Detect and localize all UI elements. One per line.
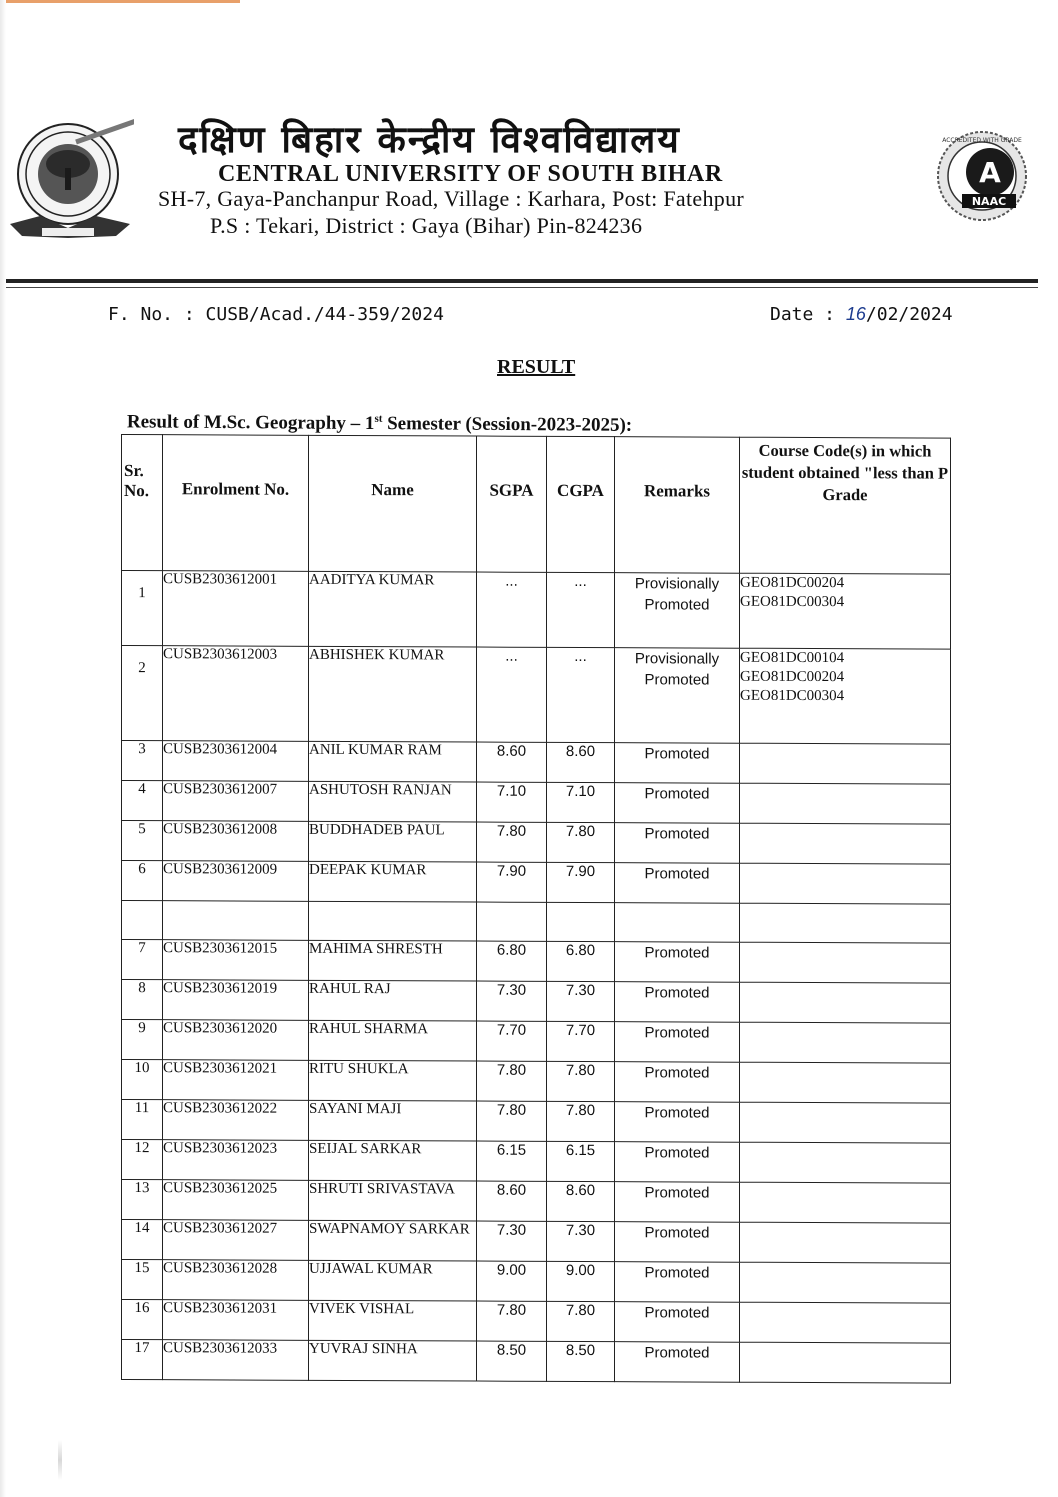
cell-cgpa: 9.00	[547, 1261, 615, 1301]
table-header-row	[122, 435, 951, 575]
header-rule-thick	[6, 279, 1038, 283]
cell-remarks: Provisionally Promoted	[615, 573, 740, 649]
cell-name: AADITYA KUMAR	[309, 571, 477, 647]
cell-cgpa: 7.80	[547, 822, 615, 862]
cell-remarks	[615, 903, 740, 943]
cell-enrolment	[163, 901, 309, 941]
cell-course-codes	[740, 1182, 951, 1223]
document-date	[770, 304, 953, 325]
result-caption	[127, 411, 632, 437]
cell-name: YUVRAJ SINHA	[309, 1340, 477, 1381]
cell-remarks: Promoted	[615, 1342, 740, 1383]
cell-enrolment: CUSB2303612028	[163, 1260, 309, 1301]
cell-course-codes	[740, 783, 951, 824]
col-header-sgpa: SGPA	[477, 436, 547, 572]
cell-enrolment: CUSB2303612003	[163, 646, 309, 742]
cell-cgpa: 7.30	[547, 981, 615, 1021]
cell-remarks: Promoted	[615, 783, 740, 824]
cell-course-codes	[740, 823, 951, 864]
cell-sr-no: 17	[122, 1340, 163, 1380]
cell-course-codes	[740, 1142, 951, 1183]
file-number: F. No. : CUSB/Acad./44-359/2024	[108, 304, 444, 325]
cell-sr-no: 1	[122, 571, 163, 646]
cell-course-codes: GEO81DC00204 GEO81DC00304	[740, 573, 951, 649]
cell-sr-no: 16	[122, 1300, 163, 1340]
result-heading: RESULT	[497, 356, 576, 378]
cell-sr-no: 12	[122, 1140, 163, 1180]
table-body	[122, 571, 951, 1384]
cell-sgpa: 8.60	[477, 1181, 547, 1221]
cell-cgpa: 8.50	[547, 1341, 615, 1381]
cell-remarks: Promoted	[615, 1262, 740, 1303]
cell-sgpa: 6.80	[477, 941, 547, 981]
cell-enrolment: CUSB2303612027	[163, 1220, 309, 1261]
table-row	[122, 646, 951, 745]
date-day-handwritten: 16	[845, 304, 866, 324]
cell-course-codes	[740, 942, 951, 983]
table-row	[122, 1220, 951, 1264]
naac-label: NAAC	[971, 195, 1007, 208]
caption-text: Result of M.Sc. Geography – 1	[126, 411, 375, 435]
scan-artifact	[58, 1440, 62, 1480]
naac-ring-text: ACCREDITED WITH GRADE	[942, 137, 1022, 144]
cell-sgpa: 7.80	[477, 1061, 547, 1101]
cell-remarks: Promoted	[615, 1222, 740, 1263]
cell-enrolment: CUSB2303612009	[163, 861, 309, 902]
cell-enrolment: CUSB2303612007	[163, 781, 309, 822]
col-header-sr-no: Sr. No.	[122, 435, 163, 571]
cell-cgpa: 7.90	[547, 862, 615, 902]
cell-name: SEIJAL SARKAR	[309, 1140, 477, 1181]
cell-course-codes	[740, 1022, 951, 1063]
cell-course-codes	[740, 1302, 951, 1343]
table-row	[122, 1180, 951, 1224]
cell-course-codes	[740, 903, 951, 943]
cell-remarks: Promoted	[615, 1142, 740, 1183]
header-rule-thin	[6, 287, 1038, 288]
col-header-cgpa: CGPA	[547, 436, 615, 572]
cell-cgpa	[547, 902, 615, 941]
naac-grade-badge	[934, 128, 1030, 228]
cell-course-codes	[740, 1342, 951, 1383]
table-row	[122, 571, 951, 650]
cell-sgpa: 7.80	[477, 1301, 547, 1341]
cell-sgpa: 7.30	[477, 981, 547, 1021]
cell-cgpa: ...	[547, 572, 615, 647]
university-name-hindi: दक्षिण बिहार केन्द्रीय विश्वविद्यालय	[178, 118, 681, 161]
cell-cgpa: 8.60	[547, 742, 615, 782]
col-header-remarks: Remarks	[615, 437, 740, 574]
cell-enrolment: CUSB2303612025	[163, 1180, 309, 1221]
cell-remarks: Promoted	[615, 863, 740, 904]
university-seal-logo	[6, 112, 134, 244]
cell-sr-no: 11	[122, 1100, 163, 1140]
cell-remarks: Promoted	[615, 982, 740, 1023]
cell-enrolment: CUSB2303612021	[163, 1060, 309, 1101]
cell-remarks: Promoted	[615, 1022, 740, 1063]
caption-superscript: st	[374, 412, 383, 425]
date-label: Date :	[770, 304, 846, 325]
cell-sgpa: 8.50	[477, 1341, 547, 1381]
cell-enrolment: CUSB2303612015	[163, 940, 309, 981]
cell-sgpa: ...	[477, 647, 547, 742]
cell-name: DEEPAK KUMAR	[309, 861, 477, 902]
cell-enrolment: CUSB2303612031	[163, 1300, 309, 1341]
cell-sr-no: 4	[122, 781, 163, 821]
cell-name: VIVEK VISHAL	[309, 1300, 477, 1341]
cell-name: ANIL KUMAR RAM	[309, 741, 477, 782]
table-row	[122, 1060, 951, 1104]
cell-sr-no: 10	[122, 1060, 163, 1100]
result-table	[121, 434, 951, 1384]
cell-sr-no: 6	[122, 861, 163, 901]
cell-course-codes	[740, 982, 951, 1023]
cell-sgpa: 6.15	[477, 1141, 547, 1181]
col-header-course-codes: Course Code(s) in which student obtained "less than P Grade	[740, 437, 951, 574]
cell-cgpa: 6.80	[547, 941, 615, 981]
cell-remarks: Provisionally Promoted	[615, 648, 740, 744]
cell-sr-no: 9	[122, 1020, 163, 1060]
table-row	[122, 1140, 951, 1184]
cell-sgpa: 7.80	[477, 1101, 547, 1141]
cell-cgpa: 7.80	[547, 1301, 615, 1341]
table-row	[122, 1340, 951, 1384]
cell-enrolment: CUSB2303612004	[163, 741, 309, 782]
cell-remarks: Promoted	[615, 1302, 740, 1343]
cell-sgpa: ...	[477, 572, 547, 647]
date-month-year: /02/2024	[865, 304, 953, 325]
cell-name: MAHIMA SHRESTH	[309, 940, 477, 981]
cell-enrolment: CUSB2303612019	[163, 980, 309, 1021]
cell-cgpa: 7.80	[547, 1061, 615, 1101]
cell-sgpa: 7.90	[477, 862, 547, 902]
cell-sr-no: 7	[122, 940, 163, 980]
cell-cgpa: 7.80	[547, 1101, 615, 1141]
cell-sr-no: 3	[122, 741, 163, 781]
col-header-name: Name	[309, 435, 477, 572]
cell-name: RAHUL SHARMA	[309, 1020, 477, 1061]
cell-sgpa: 9.00	[477, 1261, 547, 1301]
cell-cgpa: 6.15	[547, 1141, 615, 1181]
cell-enrolment: CUSB2303612023	[163, 1140, 309, 1181]
cell-sgpa: 8.60	[477, 742, 547, 782]
cell-sr-no: 2	[122, 646, 163, 741]
cell-name: ASHUTOSH RANJAN	[309, 781, 477, 822]
cell-remarks: Promoted	[615, 823, 740, 864]
cell-name: SHRUTI SRIVASTAVA	[309, 1180, 477, 1221]
table-row	[122, 980, 951, 1024]
cell-name: RAHUL RAJ	[309, 980, 477, 1021]
cell-name: SWAPNAMOY SARKAR	[309, 1220, 477, 1261]
cell-remarks: Promoted	[615, 743, 740, 784]
cell-remarks: Promoted	[615, 942, 740, 983]
table-row	[122, 781, 951, 825]
cell-sgpa: 7.80	[477, 822, 547, 862]
cell-enrolment: CUSB2303612001	[163, 571, 309, 647]
cell-sr-no: 8	[122, 980, 163, 1020]
cell-cgpa: 7.70	[547, 1021, 615, 1061]
cell-course-codes: GEO81DC00104 GEO81DC00204 GEO81DC00304	[740, 648, 951, 744]
table-row	[122, 1260, 951, 1304]
cell-enrolment: CUSB2303612008	[163, 821, 309, 862]
cell-name	[309, 901, 477, 941]
cell-remarks: Promoted	[615, 1182, 740, 1223]
cell-remarks: Promoted	[615, 1062, 740, 1103]
table-row	[122, 861, 951, 905]
cell-cgpa: 8.60	[547, 1181, 615, 1221]
naac-grade: A	[979, 156, 1001, 189]
cell-course-codes	[740, 1222, 951, 1263]
cell-sgpa: 7.10	[477, 782, 547, 822]
cell-enrolment: CUSB2303612020	[163, 1020, 309, 1061]
cell-cgpa: 7.10	[547, 782, 615, 822]
cell-sgpa: 7.70	[477, 1021, 547, 1061]
cell-sgpa	[477, 902, 547, 941]
cell-course-codes	[740, 1262, 951, 1303]
col-header-enrolment: Enrolment No.	[163, 435, 309, 572]
table-row	[122, 940, 951, 984]
cell-remarks: Promoted	[615, 1102, 740, 1143]
cell-course-codes	[740, 863, 951, 904]
top-edge-mark	[0, 0, 240, 3]
table-row	[122, 741, 951, 785]
cell-sr-no: 14	[122, 1220, 163, 1260]
table-row	[122, 1020, 951, 1064]
cell-name: SAYANI MAJI	[309, 1100, 477, 1141]
cell-cgpa: ...	[547, 647, 615, 742]
cell-sr-no: 15	[122, 1260, 163, 1300]
table-row	[122, 821, 951, 865]
cell-cgpa: 7.30	[547, 1221, 615, 1261]
cell-course-codes	[740, 743, 951, 784]
cell-enrolment: CUSB2303612033	[163, 1340, 309, 1381]
caption-text-end: Semester (Session-2023-2025):	[382, 413, 633, 436]
cell-name: ABHISHEK KUMAR	[309, 646, 477, 742]
cell-name: UJJAWAL KUMAR	[309, 1260, 477, 1301]
cell-sr-no: 13	[122, 1180, 163, 1220]
cell-course-codes	[740, 1062, 951, 1103]
table-row	[122, 1100, 951, 1144]
table-row	[122, 1300, 951, 1344]
cell-sr-no: 5	[122, 821, 163, 861]
cell-course-codes	[740, 1102, 951, 1143]
cell-sr-no	[122, 901, 163, 940]
university-name-english: CENTRAL UNIVERSITY OF SOUTH BIHAR	[218, 161, 723, 187]
address-line-1: SH-7, Gaya-Panchanpur Road, Village : Karhara, Post: Fatehpur	[158, 186, 744, 211]
cell-name: BUDDHADEB PAUL	[309, 821, 477, 862]
address-line-2: P.S : Tekari, District : Gaya (Bihar) Pin-824236	[210, 213, 643, 238]
table-row	[122, 901, 951, 944]
cell-name: RITU SHUKLA	[309, 1060, 477, 1101]
cell-enrolment: CUSB2303612022	[163, 1100, 309, 1141]
cell-sgpa: 7.30	[477, 1221, 547, 1261]
